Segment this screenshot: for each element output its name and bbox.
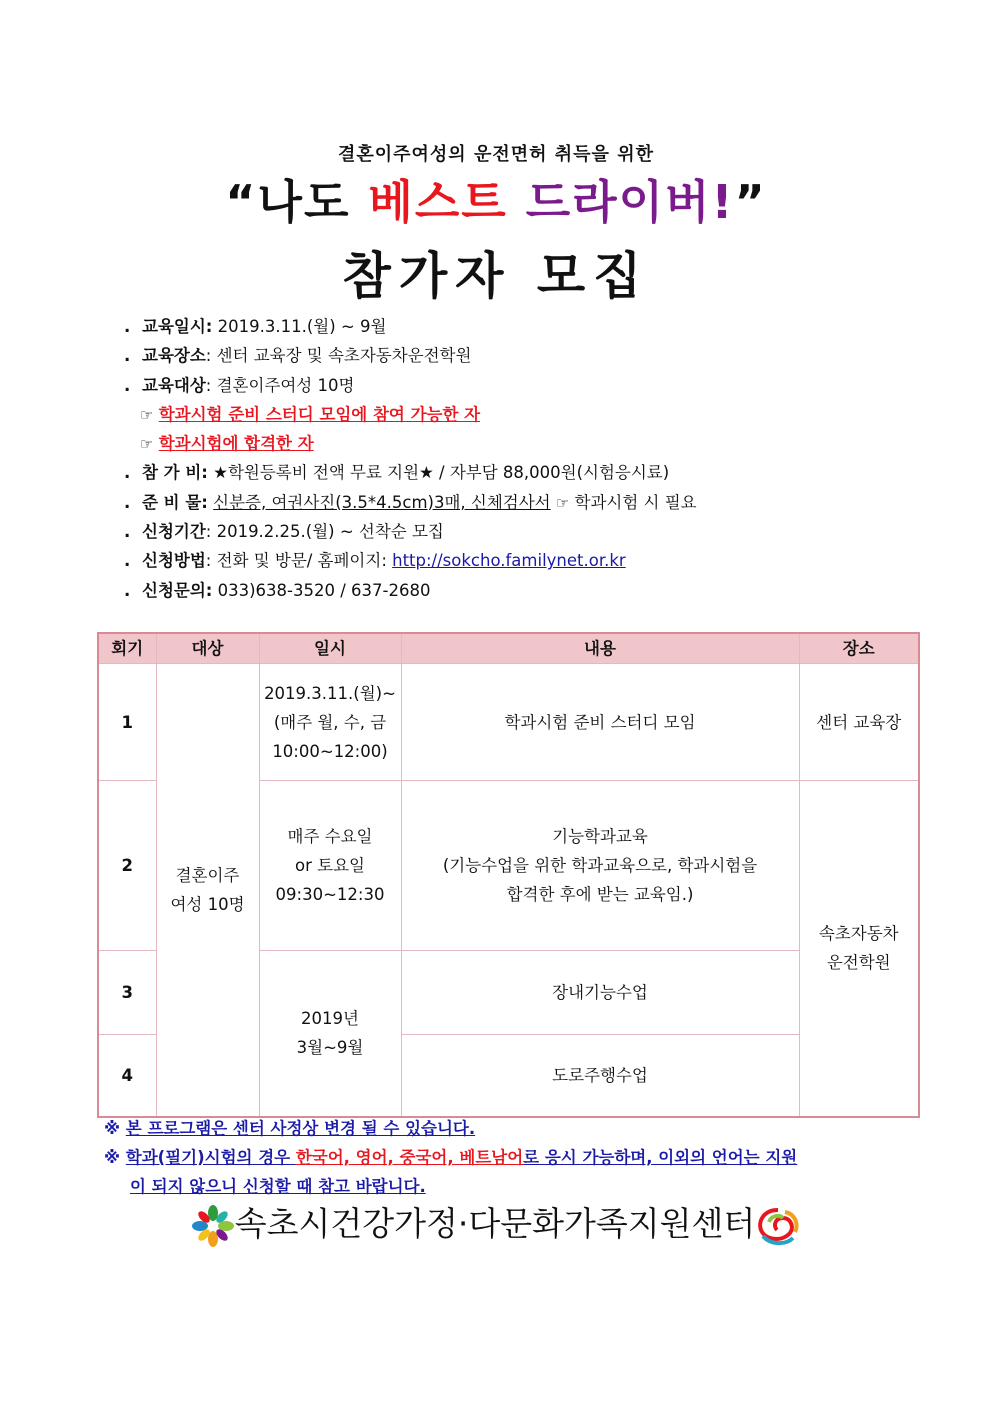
bullet: .	[124, 492, 131, 512]
place-cell	[799, 781, 919, 1117]
requirement-text: 학과시험에 합격한 자	[158, 434, 314, 454]
homepage-link[interactable]: http://sokcho.familynet.or.kr	[392, 551, 626, 571]
bullet: .	[124, 346, 131, 366]
bullet: .	[124, 580, 131, 600]
info-value-tail: 학과시험 시 필요	[574, 492, 697, 512]
pointing-hand-icon: ☞	[555, 493, 570, 512]
bullet: .	[124, 317, 131, 336]
title-word-2: 베스트	[368, 175, 508, 229]
pointing-hand-icon: ☞	[140, 405, 154, 424]
note-2	[104, 1143, 922, 1172]
requirement-1	[124, 400, 924, 429]
info-row-fee	[124, 458, 924, 487]
date-line: 2019년	[301, 1009, 359, 1029]
info-value: ★학원등록비 전액 무료 지원★ / 자부담 88,000원(시험응시료)	[213, 463, 670, 483]
info-label: 신청방법	[142, 551, 206, 571]
info-label: 교육대상	[142, 375, 206, 395]
bullet: .	[124, 375, 131, 395]
pointing-hand-icon: ☞	[140, 435, 154, 454]
place-line: 센터 교육장	[816, 712, 902, 732]
target-line: 여성 10명	[170, 894, 245, 914]
info-row-period	[124, 517, 924, 546]
info-label: 준 비 물:	[142, 492, 208, 512]
date-line: 09:30~12:30	[275, 885, 385, 904]
session-number: 4	[98, 1035, 156, 1117]
bullet: .	[124, 551, 131, 571]
subtitle: 결혼이주여성의 운전면허 취득을 위한	[337, 144, 654, 165]
info-label: 참 가 비:	[142, 463, 208, 483]
note-1	[104, 1114, 922, 1143]
content-line: (기능수업을 위한 학과교육으로, 학과시험을	[442, 856, 758, 875]
recruit-heading: 참가자 모집	[342, 247, 650, 305]
reference-mark: ※	[104, 1119, 121, 1138]
content-line: 학과시험 준비 스터디 모임	[504, 712, 696, 732]
header-content: 내용	[401, 633, 799, 664]
info-list	[124, 312, 924, 605]
footer	[0, 1200, 992, 1248]
content-cell	[401, 664, 799, 781]
content-line: 장내기능수업	[552, 983, 648, 1002]
info-row-contact	[124, 576, 924, 605]
info-row-method	[124, 546, 924, 575]
info-row-target	[124, 371, 924, 400]
date-line: (매주 월, 수, 금	[273, 712, 387, 732]
date-line: 2019.3.11.(월)~	[264, 683, 396, 703]
info-label: 교육일시:	[142, 317, 213, 336]
date-line: 매주 수요일	[287, 827, 373, 846]
quote-close: ”	[734, 175, 767, 229]
info-value: 033)638-3520 / 637-2680	[217, 580, 431, 600]
note-text: 로 응시 가능하며, 이외의 언어는 지원	[523, 1148, 798, 1167]
content-line: 기능학과교육	[552, 827, 648, 846]
info-row-place	[124, 341, 924, 370]
organization-name: 속초시건강가정·다문화가족지원센터	[234, 1204, 756, 1243]
content-line: 도로주행수업	[552, 1065, 648, 1085]
requirement-text: 학과시험 준비 스터디 모임에 참여 가능한 자	[158, 404, 481, 424]
requirement-2	[124, 429, 924, 458]
note-text: 본 프로그램은 센터 사정상 변경 될 수 있습니다.	[125, 1119, 476, 1138]
info-value: : 2019.2.25.(월) ~ 선착순 모집	[205, 522, 444, 542]
bullet: .	[124, 463, 131, 483]
schedule-table	[97, 632, 920, 1118]
info-value: : 결혼이주여성 10명	[205, 375, 355, 395]
session-number: 2	[98, 781, 156, 951]
info-row-materials	[124, 488, 924, 517]
info-row-date	[124, 312, 924, 341]
table-row	[98, 664, 919, 781]
session-number: 3	[98, 951, 156, 1035]
quote-open: “	[225, 175, 258, 229]
title-word-3: 드라이버!	[525, 175, 735, 229]
info-value: : 센터 교육장 및 속초자동차운전학원	[205, 346, 472, 366]
content-cell	[401, 1035, 799, 1117]
swirl-logo-icon	[755, 1206, 801, 1246]
info-value: : 전화 및 방문/ 홈페이지:	[205, 551, 393, 571]
place-line: 운전학원	[826, 953, 891, 973]
table-header-row	[98, 633, 919, 664]
header-date: 일시	[259, 633, 401, 664]
note-languages: 한국어, 영어, 중국어, 베트남어	[295, 1148, 524, 1167]
date-line: or 토요일	[295, 856, 365, 875]
info-label: 교육장소	[142, 346, 206, 366]
target-cell	[156, 664, 259, 1117]
event-title	[0, 172, 992, 232]
info-value: 신분증, 여권사진(3.5*4.5cm)3매, 신체검사서	[213, 492, 551, 512]
date-line: 3월~9월	[296, 1038, 364, 1058]
header-place: 장소	[799, 633, 919, 664]
flower-logo-icon	[191, 1204, 235, 1248]
content-cell	[401, 951, 799, 1035]
target-line: 결혼이주	[175, 865, 240, 885]
info-label: 신청기간	[142, 522, 206, 542]
title-word-1: 나도	[257, 175, 351, 229]
note-text: 학과(필기)시험의 경우	[125, 1148, 296, 1167]
content-cell	[401, 781, 799, 951]
reference-mark: ※	[104, 1148, 121, 1167]
notes	[104, 1114, 922, 1201]
date-cell	[259, 781, 401, 951]
date-cell	[259, 951, 401, 1117]
place-cell	[799, 664, 919, 781]
place-line: 속초자동차	[818, 924, 899, 944]
date-line: 10:00~12:00)	[272, 741, 388, 761]
bullet: .	[124, 522, 131, 542]
note-2-continued	[104, 1172, 922, 1201]
info-label: 신청문의:	[142, 580, 213, 600]
note-text: 이 되지 않으니 신청할 때 참고 바랍니다.	[130, 1177, 426, 1196]
session-number: 1	[98, 664, 156, 781]
date-cell	[259, 664, 401, 781]
header-target: 대상	[156, 633, 259, 664]
content-line: 합격한 후에 받는 교육임.)	[506, 885, 694, 904]
info-value: 2019.3.11.(월) ~ 9월	[217, 317, 387, 336]
header-session: 회기	[98, 633, 156, 664]
